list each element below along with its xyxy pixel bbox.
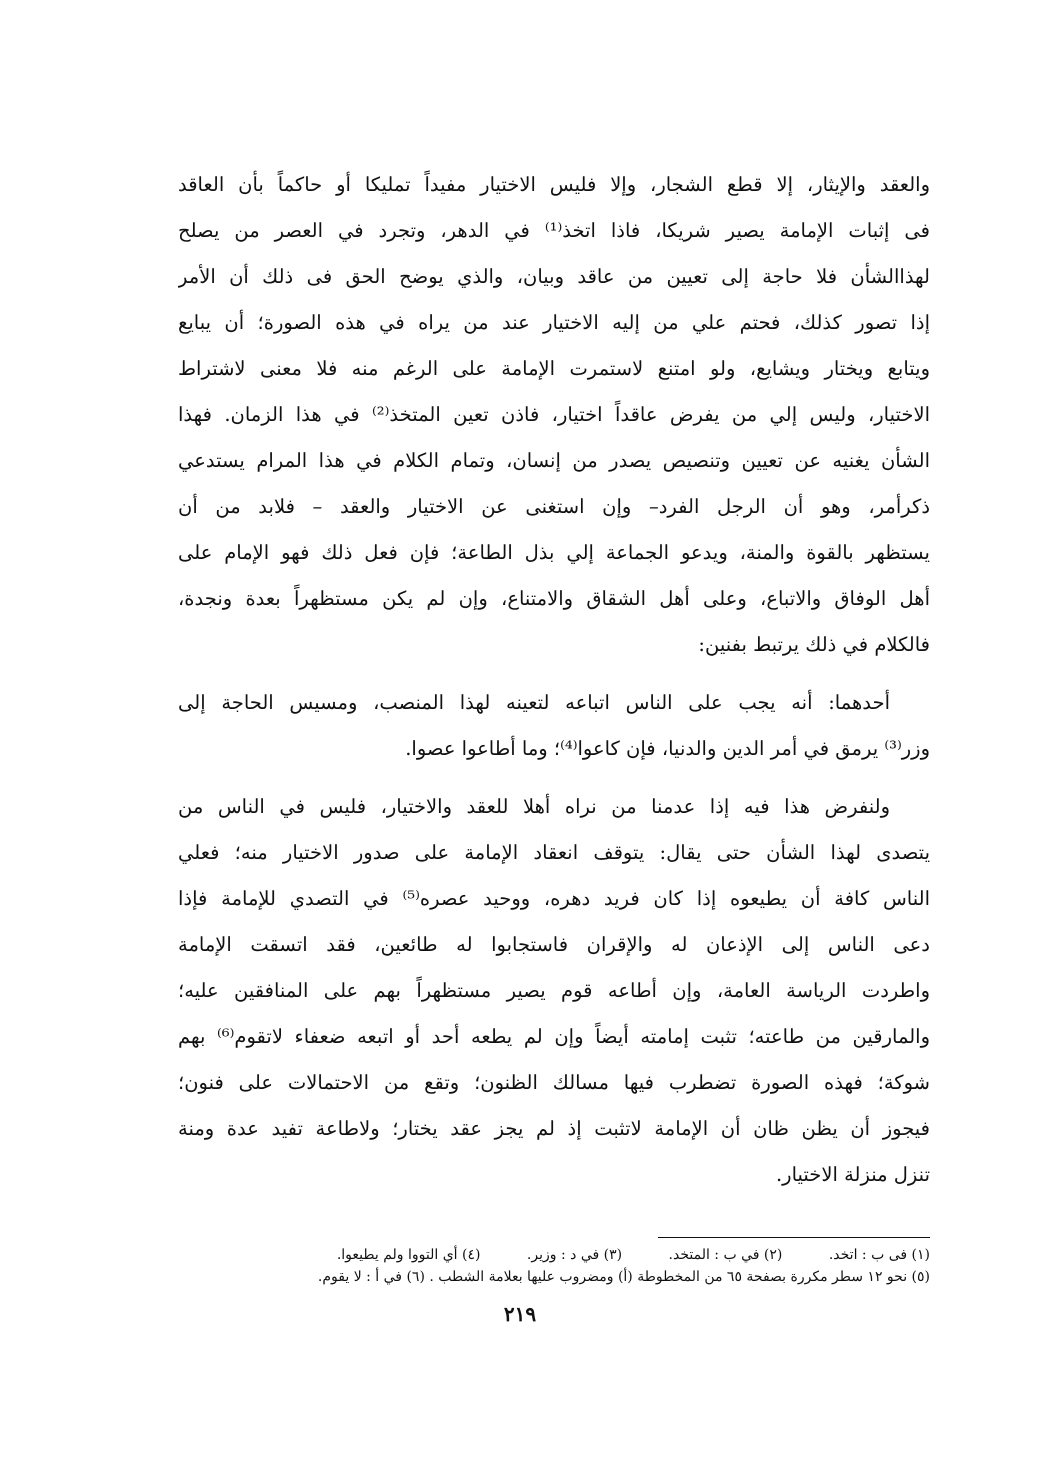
footnote-divider bbox=[658, 1237, 930, 1238]
text-line: والعقد والإيثار، إلا قطع الشجار، وإلا فليس الاختيار مفيداً تمليكا أو حاكماً بأن العاقد bbox=[178, 173, 930, 196]
text-line: وزر⁽³⁾ يرمق في أمر الدين والدنيا، فإن كاعوا⁽⁴⁾؛ وما أطاعوا عصوا. bbox=[405, 737, 930, 760]
paragraph-1 bbox=[178, 162, 930, 668]
text-line: دعى الناس إلى الإذعان له والإقران فاستجابوا له طائعين، فقد اتسقت الإمامة bbox=[178, 933, 930, 956]
text-line: يتصدى لهذا الشأن حتى يقال: يتوقف انعقاد الإمامة على صدور الاختيار منه؛ فعلي bbox=[178, 841, 930, 864]
footnote-4: (٤) أي التووا ولم يطيعوا. bbox=[336, 1247, 481, 1263]
text-line: فالكلام في ذلك يرتبط بفنين: bbox=[698, 633, 930, 656]
text-line: ذكرأمر، وهو أن الرجل الفرد– وإن استغنى عن الاختيار والعقد – فلابد من أن bbox=[178, 495, 930, 518]
footnote-3: (٣) في د : وزير. bbox=[526, 1247, 623, 1263]
text-line: الشأن يغنيه عن تعيين وتنصيص يصدر من إنسان، وتمام الكلام في هذا المرام يستدعي bbox=[178, 449, 930, 472]
text-line: إذا تصور كذلك، فحتم علي من إليه الاختيار عند من يراه في هذه الصورة؛ أن يبايع bbox=[178, 311, 930, 334]
footnote-line-1 bbox=[190, 1244, 930, 1266]
text-line: والمارقين من طاعته؛ تثبت إمامته أيضاً وإن لم يطعه أحد أو اتبعه ضعفاء لاتقوم⁽⁶⁾ بهم bbox=[178, 1025, 930, 1048]
page-number: ٢١٩ bbox=[503, 1302, 537, 1326]
paragraph-2 bbox=[178, 680, 930, 772]
footnote-2: (٢) في ب : المتخد. bbox=[668, 1247, 783, 1263]
paragraph-3 bbox=[178, 784, 930, 1198]
text-line: يستظهر بالقوة والمنة، ويدعو الجماعة إلي بذل الطاعة؛ فإن فعل ذلك فهو الإمام على bbox=[178, 541, 930, 564]
text-line: أهل الوفاق والاتباع، وعلى أهل الشقاق والامتناع، وإن لم يكن مستظهراً بعدة ونجدة، bbox=[178, 587, 930, 610]
footnote-1: (١) فى ب : اتخد. bbox=[828, 1247, 930, 1263]
footnotes bbox=[190, 1244, 930, 1288]
text-line: شوكة؛ فهذه الصورة تضطرب فيها مسالك الظنون؛ وتقع من الاحتمالات على فنون؛ bbox=[178, 1071, 930, 1094]
text-line: فى إثبات الإمامة يصير شريكا، فاذا اتخذ⁽¹⁾ في الدهر، وتجرد في العصر من يصلح bbox=[178, 219, 930, 242]
text-line: تنزل منزلة الاختيار. bbox=[775, 1163, 930, 1186]
text-line: الناس كافة أن يطيعوه إذا كان فريد دهره، ووحيد عصره⁽⁵⁾ في التصدي للإمامة فإذا bbox=[178, 887, 930, 910]
text-line: ولنفرض هذا فيه إذا عدمنا من نراه أهلا للعقد والاختيار، فليس في الناس من bbox=[178, 795, 890, 818]
text-line: واطردت الرياسة العامة، وإن أطاعه قوم يصير مستظهراً بهم على المنافقين عليه؛ bbox=[178, 979, 930, 1002]
text-line: لهذاالشأن فلا حاجة إلى تعيين من عاقد وبيان، والذي يوضح الحق فى ذلك أن الأمر bbox=[178, 265, 930, 288]
text-line: أحدهما: أنه يجب على الناس اتباعه لتعينه لهذا المنصب، ومسيس الحاجة إلى bbox=[178, 691, 890, 714]
text-line: الاختيار، وليس إلي من يفرض عاقداً اختيار، فاذن تعين المتخذ⁽²⁾ في هذا الزمان. فهذا bbox=[178, 403, 930, 426]
main-text bbox=[178, 162, 930, 1198]
text-line: فيجوز أن يظن ظان أن الإمامة لاتثبت إذ لم يجز عقد يختار؛ ولاطاعة تفيد عدة ومنة bbox=[178, 1117, 930, 1140]
footnote-line-2: (٥) نحو ١٢ سطر مكررة بصفحة ٦٥ من المخطوطة (أ) ومضروب عليها بعلامة الشطب . (٦) في أ : لا يقوم. bbox=[317, 1269, 930, 1285]
text-line: ويتابع ويختار ويشايع، ولو امتنع لاستمرت الإمامة على الرغم منه فلا معنى لاشتراط bbox=[178, 357, 930, 380]
